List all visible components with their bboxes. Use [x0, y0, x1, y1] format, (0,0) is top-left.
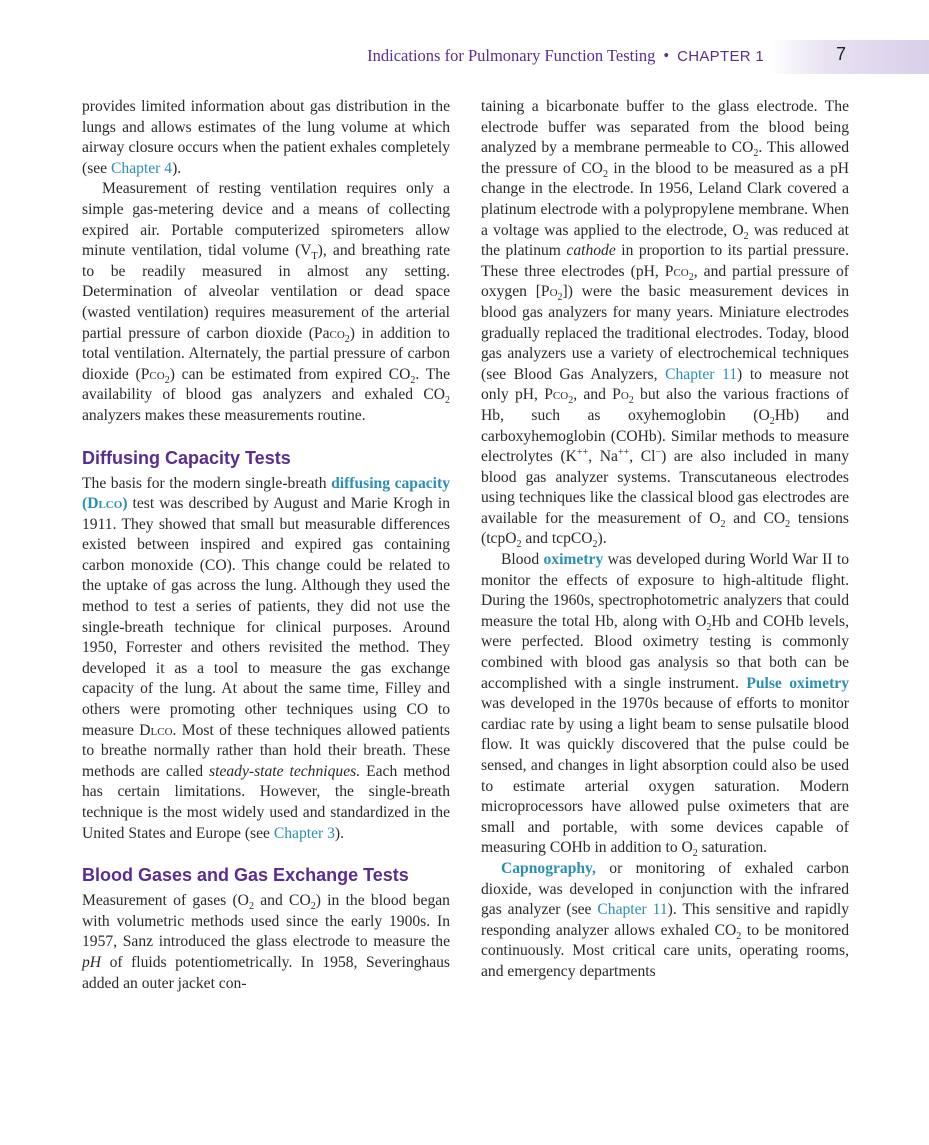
paragraph: Blood oximetry was developed during World War II to monitor the effects of exposure to high-altitude flight. During the 1960s, spectrophotometric analyzers that could measure the total Hb, along with $O_2Hb$ and COHb levels, were perfected. Blood oximetry testing is commonly combined with blood gas analysis so that both can be accomplished with a single instrument. Pulse oximetry was developed in the 1970s because of efforts to monitor cardiac rate by using a light beam to sense pulsatile blood flow. It was quickly discovered that the pulse could be sensed, and changes in light absorption could also be used to estimate arterial oxygen saturation. Modern microprocessors have allowed pulse oximeters that are small and portable, with some devices capable of measuring COHb in addition to $O_2$ saturation.: [481, 551, 849, 860]
page-number: 7: [836, 44, 847, 64]
running-head-bullet: •: [663, 46, 670, 65]
left-column: [82, 97, 450, 994]
header-accent-band: [770, 40, 929, 74]
paragraph: Measurement of gases ($O_2$ and $CO_2$) in the blood began with volumetric methods used since the early 1900s. In 1957, Sanz introduced the glass electrode to measure the pH of fluids potentiometrically. In 1958, Severinghaus added an outer jacket con-: [82, 892, 450, 992]
key-term: oximetry: [543, 551, 604, 569]
key-term: Capnography,: [501, 859, 596, 877]
chapter-link[interactable]: Chapter 11: [665, 365, 738, 383]
chapter-link[interactable]: Chapter 11: [597, 901, 668, 919]
section-heading: Diffusing Capacity Tests: [82, 447, 291, 468]
running-title: Indications for Pulmonary Function Testing: [367, 46, 656, 65]
paragraph: The basis for the modern single-breath diffusing capacity (Dlco) test was described by August and Marie Krogh in 1911. They showed that small but measurable differences existed between inspired and expired gas containing carbon monoxide (CO). This change could be related to the uptake of gas across the lung. Although they used the method to test a series of patients, they did not use the single-breath technique for clinical purposes. Around 1950, Forrester and others revisited the method. They developed it as a tool to measure the gas exchange capacity of the lung. At about the same time, Filley and others were promoting other techniques using CO to measure Dlco. Most of these techniques allowed patients to breathe normally rather than hold their breath. These methods are called steady-state techniques. Each method has certain limitations. However, the single-breath technique is the most widely used and standardized in the United States and Europe (see Chapter 3).: [82, 474, 451, 842]
paragraph: Capnography, or monitoring of exhaled carbon dioxide, was developed in conjunction with the infrared gas analyzer (see Chapter 11). This sensitive and rapidly responding analyzer allows exhaled $CO_2$ to be monitored continuously. Most critical care units, operating rooms, and emergency departments: [481, 859, 850, 980]
chapter-label: CHAPTER 1: [677, 48, 764, 65]
running-head: [367, 46, 764, 66]
paragraph: provides limited information about gas distribution in the lungs and allows estimates of the lung volume at which airway closure occurs when the patient exhales completely (see Chapter 4).: [82, 98, 450, 177]
paragraph: taining a bicarbonate buffer to the glass electrode. The electrode buffer was separated from the blood being analyzed by a membrane permeable to $CO_2$. This allowed the pressure of $CO_2$ in the blood to be measured as a pH change in the electrode. In 1956, Leland Clark covered a platinum electrode with a polypropylene membrane. When a voltage was applied to the electrode, $O_2$ was reduced at the platinum cathode in proportion to its partial pressure. These three electrodes (pH, Pco$_2$, and partial pressure of oxygen $[Po_2]$) were the basic measurement devices in blood gas analyzers for many years. Miniature electrodes gradually replaced the traditional electrodes. Today, blood gas analyzers use a variety of electrochemical techniques (see Blood Gas Analyzers, Chapter 11) to measure not only pH, Pco$_2$, and $Po_2$ but also the various fractions of Hb, such as oxyhemoglobin $(O_2Hb)$ and carboxyhemoglobin (COHb). Similar methods to measure electrolytes (K++, Na++, Cl−) are also included in many blood gas analyzer systems. Transcutaneous electrodes using techniques like the classical blood gas electrodes are available for the measurement of $O_2$ and $CO_2$ tensions (tcpO$_2$ and tcpCO$_2$).: [481, 98, 850, 551]
paragraph: Measurement of resting ventilation requires only a simple gas-metering device and a means of collecting expired air. Portable computerized spirometers allow minute ventilation, tidal volume $(V_T)$, and breathing rate to be readily measured in almost any setting. Determination of alveolar ventilation or dead space (wasted ventilation) requires measurement of the arterial partial pressure of carbon dioxide (Paco$_2$) in addition to total ventilation. Alternately, the partial pressure of carbon dioxide (Pco$_2$) can be estimated from expired $CO_2$. The availability of blood gas analyzers and exhaled $CO_2$ analyzers makes these measurements routine.: [82, 180, 451, 424]
section-heading: Blood Gases and Gas Exchange Tests: [82, 865, 409, 886]
chapter-link[interactable]: Chapter 4: [111, 159, 173, 177]
key-term: diffusing capacity (Dlco): [82, 474, 451, 513]
right-column: [481, 97, 849, 983]
chapter-link[interactable]: Chapter 3: [273, 824, 335, 842]
key-term: Pulse oximetry: [746, 674, 849, 692]
